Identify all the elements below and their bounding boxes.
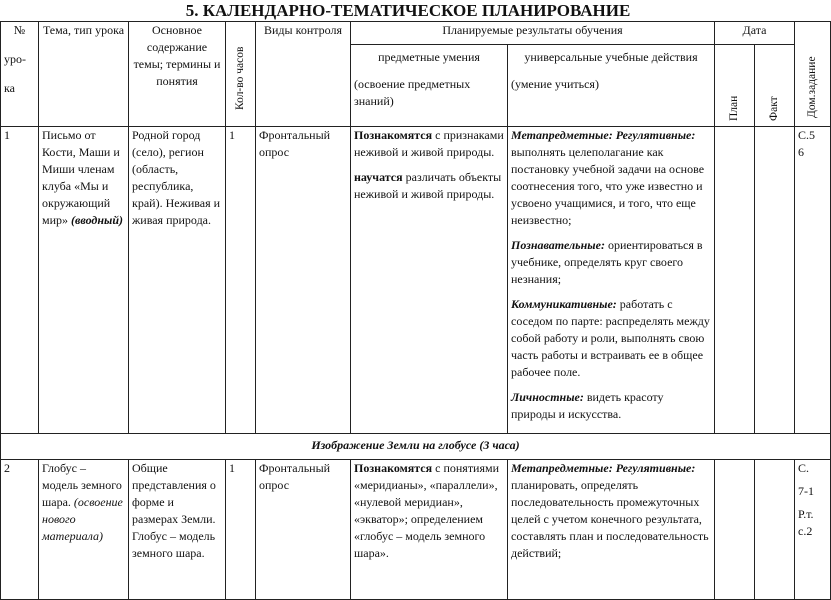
header-subject-skills: предметные умения (освоение предметных знаний) [351, 45, 508, 127]
header-hours: Кол-во часов [226, 22, 256, 127]
row-num: 1 [1, 127, 39, 434]
row-universal: Метапредметные: Регулятивные: планировать, определять последовательность промежуточных целей с учетом конечного результата, составлять план и последовательность действий; [508, 460, 715, 600]
header-topic: Тема, тип урока [39, 22, 129, 127]
row-plan [715, 460, 755, 600]
header-universal: универсальные учебные действия (умение учиться) [508, 45, 715, 127]
header-fact: Факт [755, 45, 795, 127]
section-title: Изображение Земли на глобусе (3 часа) [1, 434, 831, 460]
row-homework: С. 7-1 Р.т. с.2 [795, 460, 831, 600]
row-hours: 1 [226, 460, 256, 600]
row-universal: Метапредметные: Регулятивные: выполнять целеполагание как постановку учебной задачи на основе соотнесения того, что уже известно и усвоено учащимися, и того, что еще неизвестно; Познавательные: ориентироваться в учебнике, определять круг своего незнания; Коммуникативные: работать с соседом по парте: распределять между собой работу и роли, выполнять свою часть работы и встраивать ее в общее рабочее поле. Личностные: видеть красоту природы и искусства. [508, 127, 715, 434]
row-homework: С.5 6 [795, 127, 831, 434]
section-row [1, 434, 831, 460]
header-content: Основное содержание темы; термины и понятия [129, 22, 226, 127]
row-subject-skills: Познакомятся с понятиями «меридианы», «параллели», «нулевой меридиан», «экватор»; определением «глобус – модель земного шара». [351, 460, 508, 600]
row-control: Фронтальный опрос [256, 127, 351, 434]
header-control: Виды контроля [256, 22, 351, 127]
row-content: Родной город (село), регион (область, республика, край). Неживая и живая природа. [129, 127, 226, 434]
header-results: Планируемые результаты обучения [351, 22, 715, 45]
header-homework: Дом.задание [795, 22, 831, 127]
row-plan [715, 127, 755, 434]
row-fact [755, 460, 795, 600]
row-control: Фронтальный опрос [256, 460, 351, 600]
row-topic: Письмо от Кости, Маши и Миши членам клуба «Мы и окружающий мир» (вводный) [39, 127, 129, 434]
header-date: Дата [715, 22, 795, 45]
row-fact [755, 127, 795, 434]
row-subject-skills: Познакомятся с признаками неживой и живой природы. научатся различать объекты неживой и живой природы. [351, 127, 508, 434]
row-topic: Глобус – модель земного шара. (освоение нового материала) [39, 460, 129, 600]
header-plan: План [715, 45, 755, 127]
page-title: 5. КАЛЕНДАРНО-ТЕМАТИЧЕСКОЕ ПЛАНИРОВАНИЕ [185, 1, 631, 20]
row-content: Общие представления о форме и размерах Земли. Глобус – модель земного шара. [129, 460, 226, 600]
header-num: № уро- ка [1, 22, 39, 127]
row-num: 2 [1, 460, 39, 600]
table-row [1, 460, 831, 600]
table-row [1, 127, 831, 434]
planning-table [0, 21, 831, 600]
row-hours: 1 [226, 127, 256, 434]
